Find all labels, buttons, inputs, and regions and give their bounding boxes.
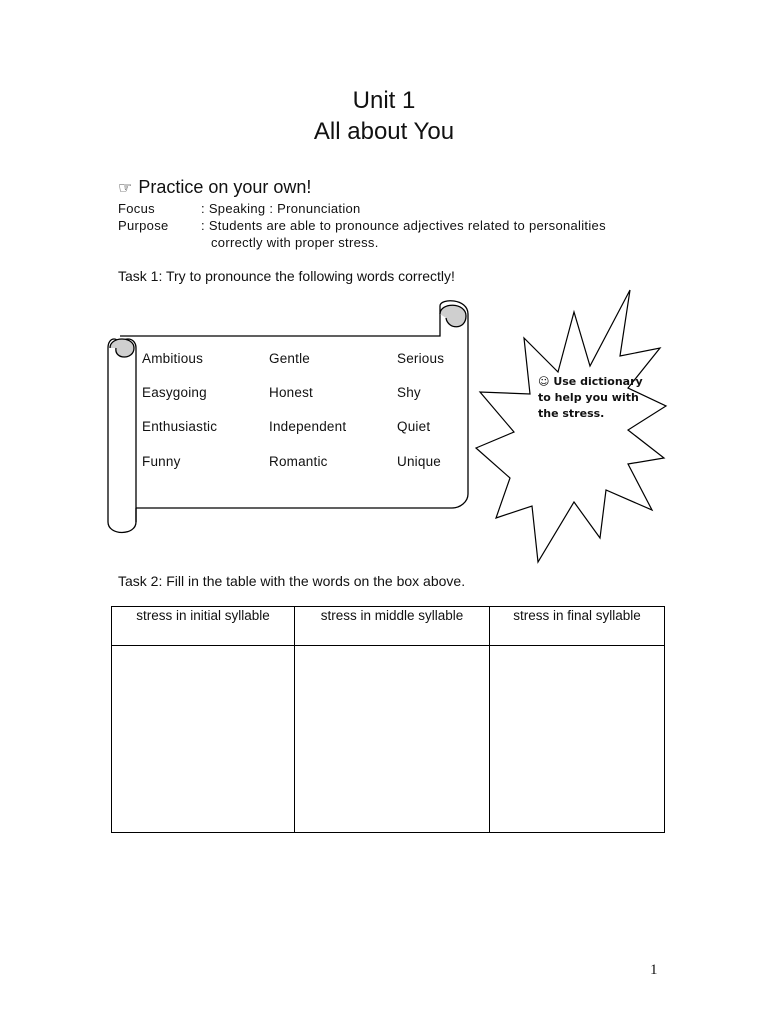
word-item: Unique bbox=[397, 454, 441, 469]
word-item: Serious bbox=[397, 351, 445, 366]
word-item: Honest bbox=[269, 385, 313, 400]
word-item: Funny bbox=[142, 454, 181, 469]
focus-value: : Speaking : Pronunciation bbox=[201, 201, 361, 216]
column-header-middle: stress in middle syllable bbox=[294, 607, 489, 646]
word-item: Gentle bbox=[269, 351, 310, 366]
unit-number: Unit 1 bbox=[352, 87, 416, 114]
task1-instruction: Task 1: Try to pronounce the following words correctly! bbox=[118, 268, 455, 284]
table-header-row bbox=[112, 607, 665, 646]
purpose-value-line2: correctly with proper stress. bbox=[211, 235, 379, 250]
column-header-final: stress in final syllable bbox=[490, 607, 665, 646]
page-number: 1 bbox=[650, 962, 658, 978]
stress-table bbox=[111, 606, 665, 833]
word-item: Quiet bbox=[397, 419, 431, 434]
answer-cell-final[interactable] bbox=[490, 646, 665, 833]
task2-instruction: Task 2: Fill in the table with the words on the box above. bbox=[118, 573, 466, 589]
column-header-initial: stress in initial syllable bbox=[112, 607, 295, 646]
word-grid bbox=[142, 350, 462, 490]
word-item: Independent bbox=[269, 419, 347, 434]
tip-text-block bbox=[538, 374, 648, 422]
table-row bbox=[112, 646, 665, 833]
word-item: Romantic bbox=[269, 454, 328, 469]
focus-label: Focus bbox=[118, 201, 155, 216]
practice-heading bbox=[118, 176, 311, 199]
answer-cell-initial[interactable] bbox=[112, 646, 295, 833]
smiley-icon: ☺ bbox=[538, 375, 550, 388]
word-item: Shy bbox=[397, 385, 421, 400]
word-item: Enthusiastic bbox=[142, 419, 218, 434]
practice-heading-text: Practice on your own! bbox=[138, 177, 312, 197]
purpose-value: : Students are able to pronounce adjectives related to personalities bbox=[201, 218, 606, 233]
word-item: Ambitious bbox=[142, 351, 204, 366]
answer-cell-middle[interactable] bbox=[294, 646, 489, 833]
pointing-hand-icon: ☞ bbox=[118, 178, 133, 197]
word-item: Easygoing bbox=[142, 385, 207, 400]
tip-text: Use dictionary to help you with the stress. bbox=[538, 375, 643, 420]
page-title: All about You bbox=[313, 118, 455, 145]
purpose-label: Purpose bbox=[118, 218, 169, 233]
starburst-callout bbox=[470, 288, 670, 570]
